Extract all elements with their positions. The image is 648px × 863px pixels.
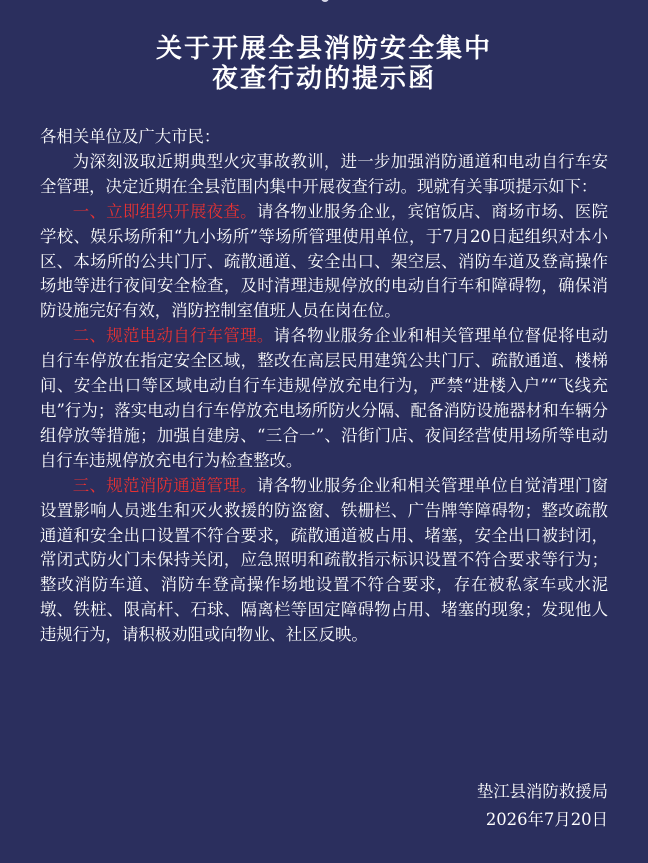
notice-body (40, 125, 608, 648)
title-line-1: 关于开展全县消防安全集中 (155, 34, 492, 64)
item-paragraph-1 (40, 200, 608, 325)
signature-date: 2026年7月20日 (485, 810, 608, 829)
intro-paragraph: 为深刻汲取近期典型火灾事故教训，进一步加强消防通道和电动自行车安全管理，决定近期在全县范围内集中开展夜查行动。现就有关事项提示如下： (40, 151, 608, 196)
item-heading-3: 三、规范消防通道管理。 (72, 475, 257, 495)
title-line-2: 夜查行动的提示函 (211, 64, 436, 94)
item-heading-1: 一、立即组织开展夜查。 (72, 201, 257, 221)
item-paragraph-2 (40, 324, 608, 473)
item-text-1: 请各物业服务企业，宾馆饭店、商场市场、医院学校、娱乐场所和“九小场所”等场所管理使用单位，于7月20日起组织对本小区、本场所的公共门厅、疏散通道、安全出口、架空层、消防车道及登高操作场地等进行夜间安全检查，及时清理违规停放的电动自行车和障碍物，确保消防设施完好有效，消防控制室值班人员在岗在位。 (40, 201, 609, 321)
salutation: 各相关单位及广大市民： (40, 127, 221, 146)
page-title (0, 34, 648, 94)
item-heading-2: 二、规范电动自行车管理。 (72, 326, 274, 346)
item-text-2: 请各物业服务企业和相关管理单位督促将电动自行车停放在指定安全区域，整改在高层民用建筑公共门厅、疏散通道、楼梯间、安全出口等区域电动自行车违规停放充电行为，严禁“进楼入户”“飞线充电”行为；落实电动自行车停放充电场所防火分隔、配备消防设施器材和车辆分组停放等措施；加强自建房、“三合一”、沿街门店、夜间经营使用场所等电动自行车违规停放充电行为检查整改。 (40, 326, 609, 470)
page-top-marker (321, 0, 329, 2)
item-paragraph-3 (40, 474, 608, 648)
item-text-3: 请各物业服务企业和相关管理单位自觉清理门窗设置影响人员逃生和灭火救援的防盗窗、铁栅栏、广告牌等障碍物；整改疏散通道和安全出口设置不符合要求，疏散通道被占用、堵塞，安全出口被封闭，常闭式防火门未保持关闭，应急照明和疏散指示标识设置不符合要求等行为；整改消防车道、消防车登高操作场地设置不符合要求，存在被私家车或水泥墩、铁桩、限高杆、石球、隔离栏等固定障碍物占用、堵塞的现象；发现他人违规行为，请积极劝阻或向物业、社区反映。 (40, 475, 609, 645)
signature-org: 垫江县消防救援局 (476, 782, 608, 801)
